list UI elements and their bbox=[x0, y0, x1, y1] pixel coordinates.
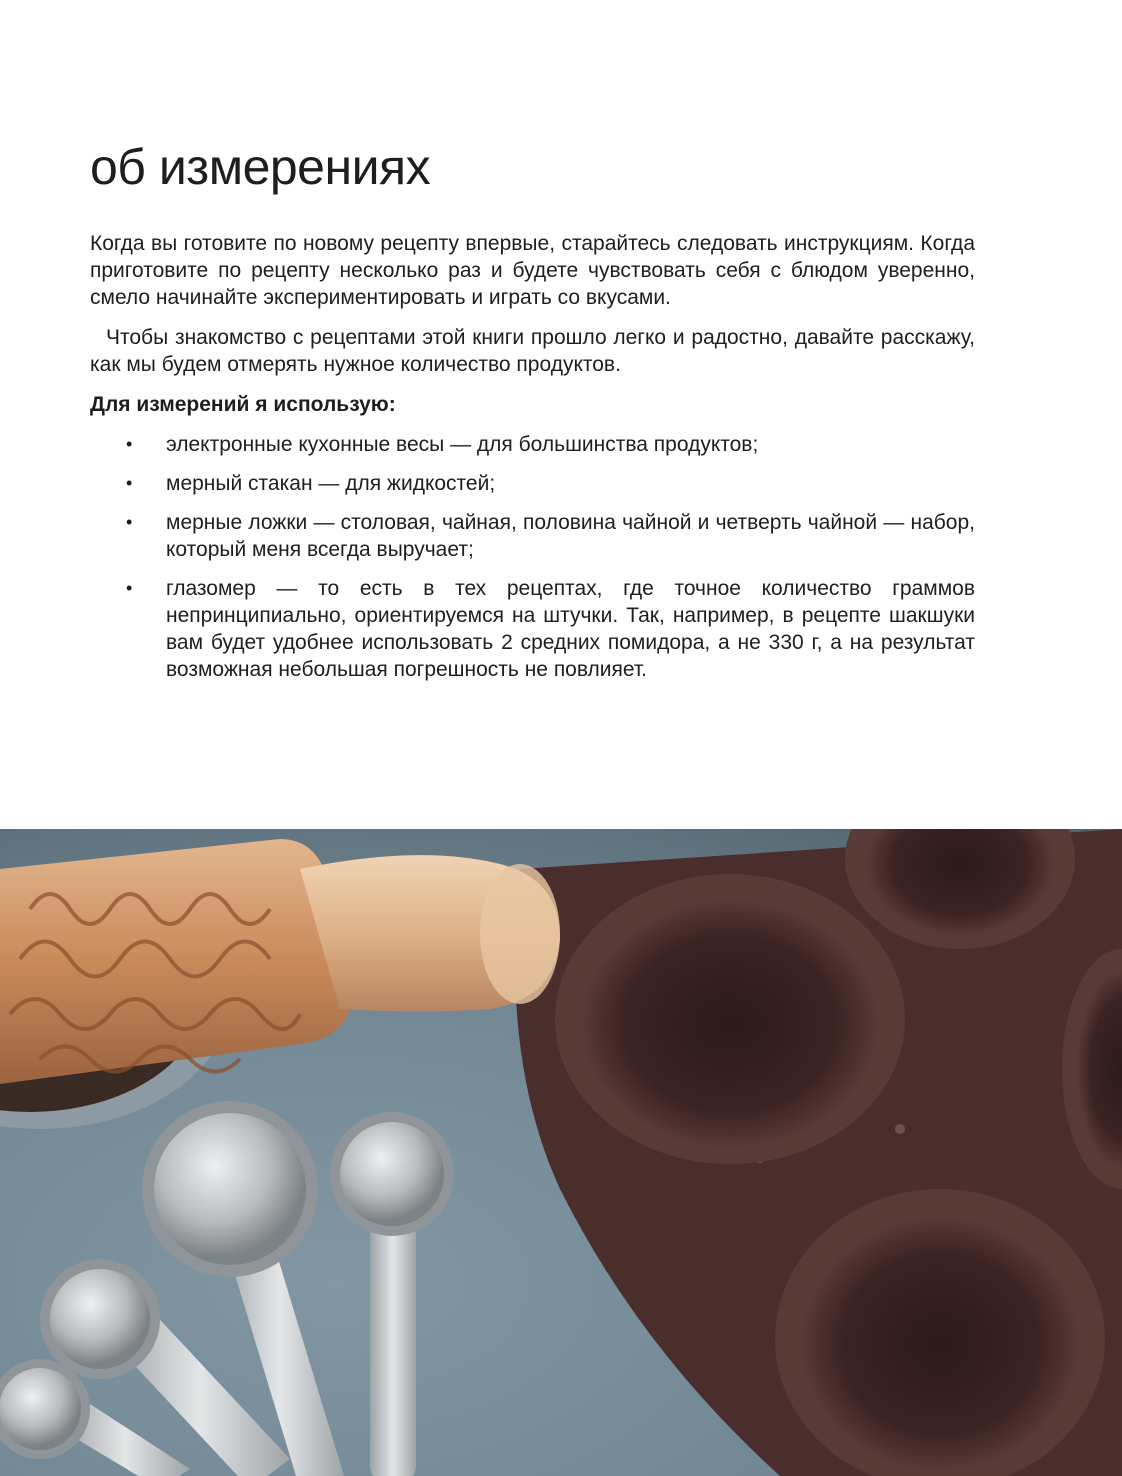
bullet-icon: • bbox=[126, 578, 133, 598]
bullet-icon: • bbox=[126, 512, 133, 532]
list-item-text: электронные кухонные весы — для большинства продуктов; bbox=[166, 433, 759, 456]
list-item bbox=[90, 431, 975, 458]
list-item-text: глазомер — то есть в тех рецептах, где точное количество граммов непринципиально, ориентируемся на штучки. Так, например, в рецепте шакшуки вам будет удобнее использовать 2 средних помидора, а не 330 г, а на результат возможная небольшая погрешность не повлияет. bbox=[166, 577, 975, 681]
kitchen-tools-photo bbox=[0, 829, 1122, 1476]
list-item-text: мерный стакан — для жидкостей; bbox=[166, 472, 496, 495]
page-title: об измерениях bbox=[90, 139, 431, 195]
bullet-icon: • bbox=[126, 434, 133, 454]
list-item bbox=[90, 575, 975, 683]
list-item-text: мерные ложки — столовая, чайная, половина чайной и четверть чайной — набор, который меня всегда выручает; bbox=[166, 511, 975, 561]
list-item bbox=[90, 470, 975, 497]
tools-list bbox=[90, 431, 975, 683]
text-block bbox=[90, 230, 975, 695]
intro-paragraph: Когда вы готовите по новому рецепту впервые, старайтесь следовать инструкциям. Когда приготовите по рецепту несколько раз и будете чувствовать себя с блюдом уверенно, смело начинайте экспериментировать и играть со вкусами. bbox=[90, 232, 975, 309]
bullet-icon: • bbox=[126, 473, 133, 493]
second-paragraph: Чтобы знакомство с рецептами этой книги прошло легко и радостно, давайте расскажу, как мы будем отмерять нужное количество продуктов. bbox=[90, 326, 975, 376]
list-item bbox=[90, 509, 975, 563]
list-heading: Для измерений я использую: bbox=[90, 393, 396, 416]
